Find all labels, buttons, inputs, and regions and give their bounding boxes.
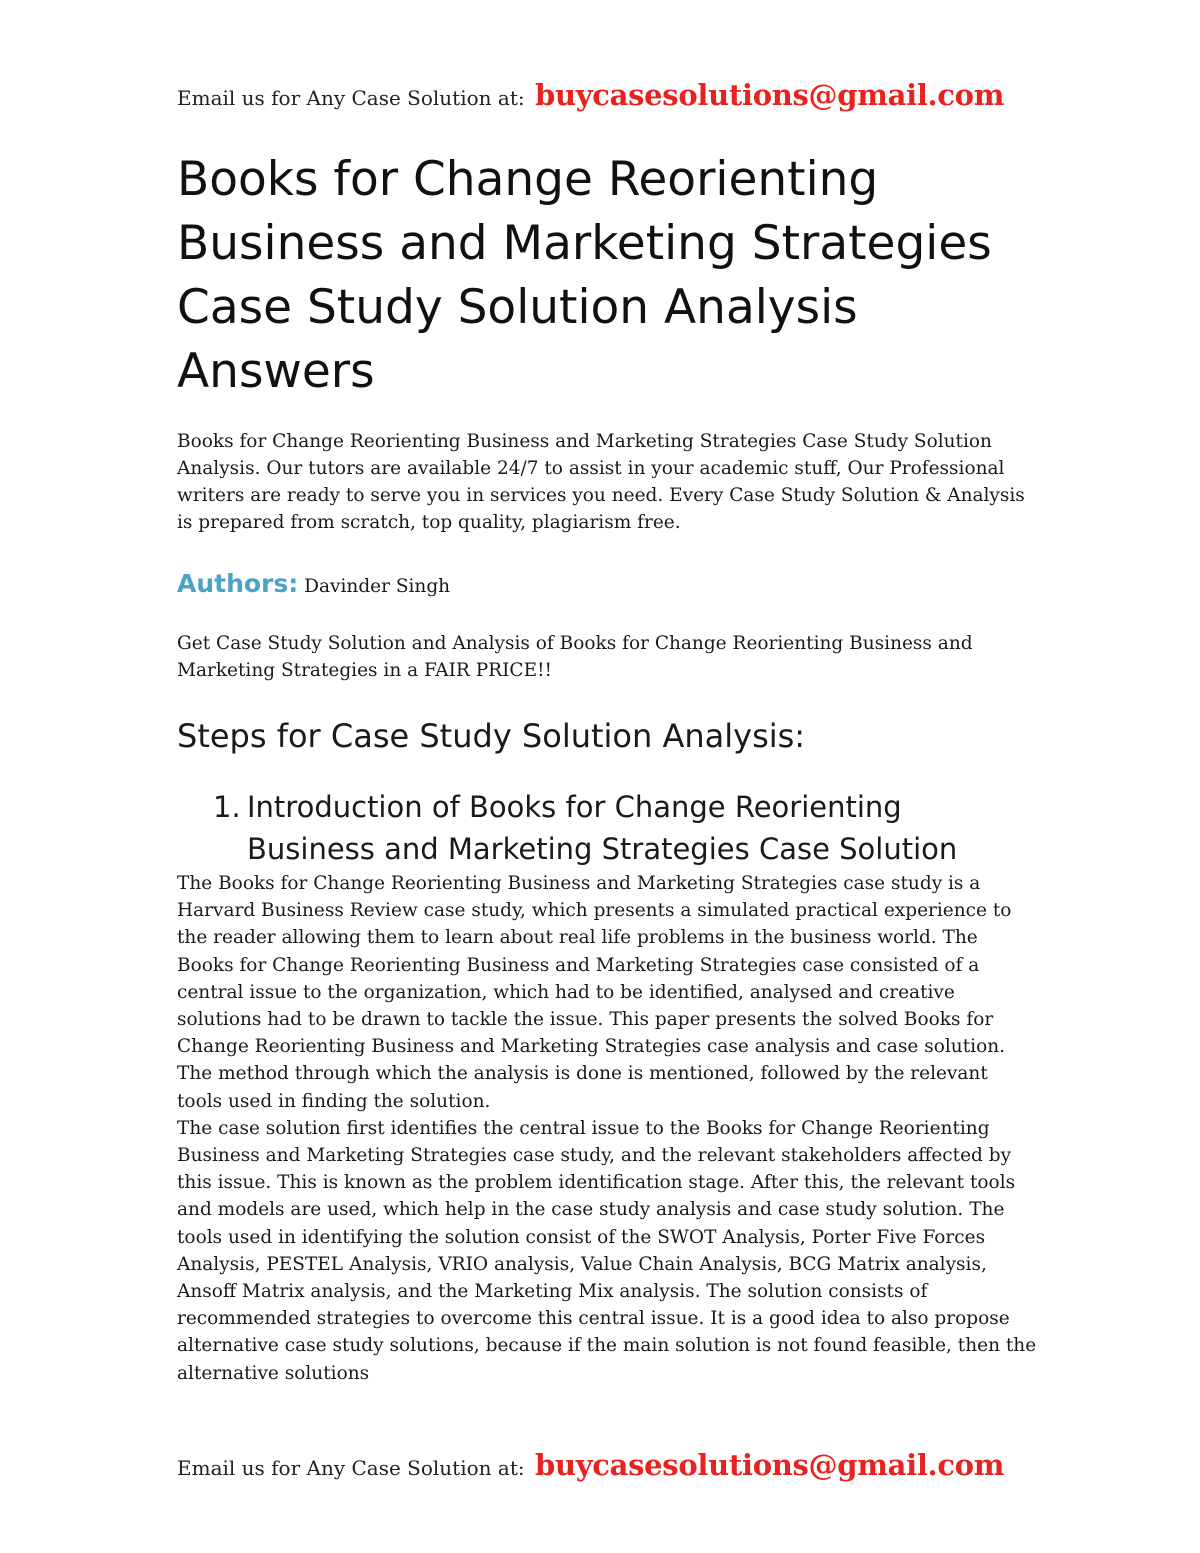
email-banner-bottom xyxy=(177,1445,1004,1488)
email-label: Email us for Any Case Solution at: xyxy=(177,1456,525,1480)
authors-label: Authors: xyxy=(177,569,299,598)
intro-paragraph: Books for Change Reorienting Business and Marketing Strategies Case Study Solution Analysis. Our tutors are available 24/7 to assist in your academic stuff, Our Professional writers are ready to serve you in services you need. Every Case Study Solution & Analysis is prepared from scratch, top quality, plagiarism free. xyxy=(177,431,1025,533)
email-link[interactable]: buycasesolutions@gmail.com xyxy=(534,1448,1005,1482)
body-paragraph: The Books for Change Reorienting Business and Marketing Strategies case study is a Harvard Business Review case study, which presents a simulated practical experience to the reader allowing them to learn about real life problems in the business world. The Books for Change Reorienting Business and Marketing Strategies case consisted of a central issue to the organization, which had to be identified, analysed and creative solutions had to be drawn to tackle the issue. This paper presents the solved Books for Change Reorienting Business and Marketing Strategies case analysis and case solution. The method through which the analysis is done is mentioned, followed by the relevant tools used in finding the solution. xyxy=(177,873,1012,1112)
author-name: Davinder Singh xyxy=(304,576,451,597)
section-1-body xyxy=(177,870,1037,1387)
section-1-heading xyxy=(213,786,1013,870)
section-1-number: 1. xyxy=(213,790,241,824)
email-banner-top xyxy=(177,75,1004,118)
section-1-heading-text: Introduction of Books for Change Reorienting Business and Marketing Strategies Case Solution xyxy=(247,790,958,866)
document-page xyxy=(177,0,1037,1553)
page-title: Books for Change Reorienting Business and Marketing Strategies Case Study Solution Analysis Answers xyxy=(177,152,992,399)
steps-heading: Steps for Case Study Solution Analysis: xyxy=(177,717,806,755)
email-link[interactable]: buycasesolutions@gmail.com xyxy=(534,78,1005,112)
authors-line xyxy=(177,566,450,605)
email-label: Email us for Any Case Solution at: xyxy=(177,86,525,110)
body-paragraph: The case solution first identifies the central issue to the Books for Change Reorienting Business and Marketing Strategies case study, and the relevant stakeholders affected by this issue. This is known as the problem identification stage. After this, the relevant tools and models are used, which help in the case study analysis and case study solution. The tools used in identifying the solution consist of the SWOT Analysis, Porter Five Forces Analysis, PESTEL Analysis, VRIO analysis, Value Chain Analysis, BCG Matrix analysis, Ansoff Matrix analysis, and the Marketing Mix analysis. The solution consists of recommended strategies to overcome this central issue. It is a good idea to also propose alternative case study solutions, because if the main solution is not found feasible, then the alternative solutions xyxy=(177,1117,1037,1384)
fair-price-paragraph: Get Case Study Solution and Analysis of Books for Change Reorienting Business and Marketing Strategies in a FAIR PRICE!! xyxy=(177,633,973,681)
